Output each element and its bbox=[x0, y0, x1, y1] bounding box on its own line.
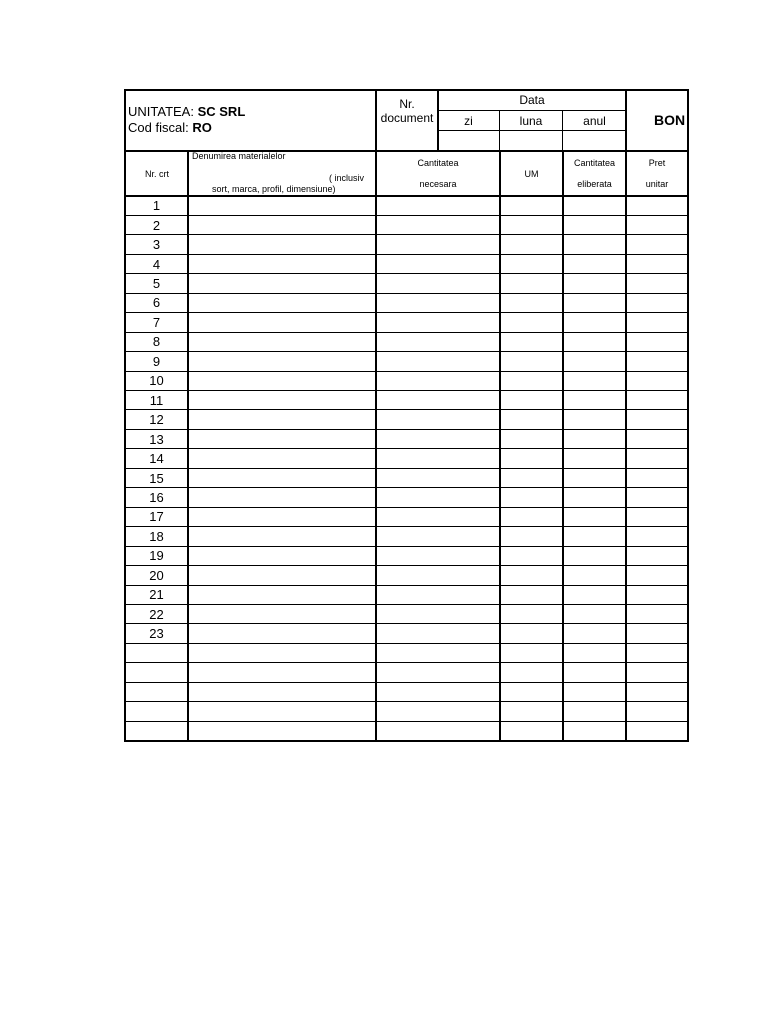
row-number: 20 bbox=[149, 567, 164, 583]
cant-necesara-cell[interactable] bbox=[376, 488, 500, 507]
pret-unitar-cell[interactable] bbox=[626, 721, 688, 740]
month-header bbox=[500, 111, 563, 131]
pret-unitar-cell[interactable] bbox=[626, 546, 688, 565]
denumire-cell[interactable] bbox=[188, 371, 376, 390]
fiscal-line bbox=[128, 120, 212, 135]
header-divider-nrdoc bbox=[437, 89, 439, 152]
pret-unitar-cell[interactable] bbox=[626, 507, 688, 526]
pret-unitar-cell[interactable] bbox=[626, 293, 688, 312]
unit-value: SC SRL bbox=[197, 104, 246, 119]
pret-unitar-cell[interactable] bbox=[626, 702, 688, 721]
row-number: 4 bbox=[152, 256, 161, 272]
pret-unitar-cell[interactable] bbox=[626, 488, 688, 507]
cant-eliberata-cell[interactable] bbox=[563, 682, 626, 701]
unit-line bbox=[128, 104, 245, 119]
pret-unitar-cell[interactable] bbox=[626, 254, 688, 273]
day-header bbox=[438, 111, 500, 131]
um-cell[interactable] bbox=[500, 215, 563, 234]
row-separator bbox=[125, 623, 688, 624]
pret-unitar-cell[interactable] bbox=[626, 215, 688, 234]
denumire-cell[interactable] bbox=[188, 488, 376, 507]
cant-necesara-cell[interactable] bbox=[376, 449, 500, 468]
pret-line1: Pret bbox=[648, 157, 666, 168]
um-cell[interactable] bbox=[500, 313, 563, 332]
cant-necesara-cell[interactable] bbox=[376, 429, 500, 448]
cant-eliberata-cell[interactable] bbox=[563, 507, 626, 526]
row-separator bbox=[125, 721, 688, 722]
cant-eliberata-cell[interactable] bbox=[563, 702, 626, 721]
column-divider bbox=[562, 151, 564, 742]
denumire-cell[interactable] bbox=[188, 624, 376, 643]
cant-eliberata-cell[interactable] bbox=[563, 332, 626, 351]
pret-unitar-cell[interactable] bbox=[626, 527, 688, 546]
um-cell[interactable] bbox=[500, 663, 563, 682]
um-cell[interactable] bbox=[500, 254, 563, 273]
row-number: 15 bbox=[149, 470, 164, 486]
denumire-cell[interactable] bbox=[188, 546, 376, 565]
cant-necesara-cell[interactable] bbox=[376, 624, 500, 643]
row-separator bbox=[125, 429, 688, 430]
um-cell[interactable] bbox=[500, 235, 563, 254]
denumire-cell[interactable] bbox=[188, 429, 376, 448]
denumire-cell[interactable] bbox=[188, 585, 376, 604]
cant-eliberata-cell[interactable] bbox=[563, 293, 626, 312]
row-number: 6 bbox=[152, 295, 161, 311]
row-number: 9 bbox=[152, 353, 161, 369]
row-separator bbox=[125, 293, 688, 294]
cant-eliberata-cell[interactable] bbox=[563, 527, 626, 546]
cant-nec-line1: Cantitatea bbox=[417, 157, 459, 168]
denumire-cell[interactable] bbox=[188, 196, 376, 215]
col-header-um bbox=[500, 152, 563, 195]
col-header-nr-crt bbox=[126, 152, 188, 195]
um-cell[interactable] bbox=[500, 449, 563, 468]
denumire-cell[interactable] bbox=[188, 215, 376, 234]
cant-eliberata-cell[interactable] bbox=[563, 643, 626, 662]
cant-eliberata-cell[interactable] bbox=[563, 585, 626, 604]
um-cell[interactable] bbox=[500, 643, 563, 662]
row-separator bbox=[125, 332, 688, 333]
row-separator bbox=[125, 604, 688, 605]
row-number bbox=[125, 682, 188, 701]
row-separator bbox=[125, 546, 688, 547]
um-cell[interactable] bbox=[500, 507, 563, 526]
cant-eliberata-cell[interactable] bbox=[563, 546, 626, 565]
nr-document-header bbox=[376, 90, 438, 132]
fiscal-label: Cod fiscal: bbox=[128, 120, 189, 135]
pret-unitar-cell[interactable] bbox=[626, 410, 688, 429]
denumire-cell[interactable] bbox=[188, 410, 376, 429]
um-cell[interactable] bbox=[500, 274, 563, 293]
row-separator bbox=[125, 448, 688, 449]
pret-unitar-cell[interactable] bbox=[626, 643, 688, 662]
month-value-cell[interactable] bbox=[500, 131, 563, 151]
denumire-cell[interactable] bbox=[188, 235, 376, 254]
row-separator bbox=[125, 273, 688, 274]
cant-necesara-cell[interactable] bbox=[376, 643, 500, 662]
row-separator bbox=[125, 662, 688, 663]
month-label: luna bbox=[519, 113, 543, 128]
column-divider bbox=[625, 151, 627, 742]
row-separator bbox=[125, 507, 688, 508]
um-cell[interactable] bbox=[500, 604, 563, 623]
row-separator bbox=[125, 390, 688, 391]
cant-necesara-cell[interactable] bbox=[376, 507, 500, 526]
form-title-text: BON bbox=[654, 112, 686, 128]
row-number: 18 bbox=[149, 528, 164, 544]
row-separator bbox=[125, 643, 688, 644]
denumire-cell[interactable] bbox=[188, 702, 376, 721]
nr-document-line1: Nr. bbox=[399, 97, 415, 111]
cant-elib-line1: Cantitatea bbox=[573, 157, 616, 168]
row-number bbox=[125, 663, 188, 682]
row-separator bbox=[125, 565, 688, 566]
denumire-cell[interactable] bbox=[188, 721, 376, 740]
col-header-denumire bbox=[188, 152, 376, 195]
cant-necesara-cell[interactable] bbox=[376, 527, 500, 546]
denumire-cell[interactable] bbox=[188, 391, 376, 410]
um-cell[interactable] bbox=[500, 332, 563, 351]
denumire-cell[interactable] bbox=[188, 313, 376, 332]
col-header-cant-eliberata bbox=[563, 152, 626, 195]
cant-eliberata-cell[interactable] bbox=[563, 663, 626, 682]
cant-necesara-cell[interactable] bbox=[376, 566, 500, 585]
um-cell[interactable] bbox=[500, 488, 563, 507]
um-cell[interactable] bbox=[500, 196, 563, 215]
um-cell[interactable] bbox=[500, 702, 563, 721]
row-separator bbox=[125, 701, 688, 702]
um-cell[interactable] bbox=[500, 585, 563, 604]
cant-eliberata-cell[interactable] bbox=[563, 196, 626, 215]
row-separator bbox=[125, 254, 688, 255]
row-separator bbox=[125, 585, 688, 586]
cant-eliberata-cell[interactable] bbox=[563, 352, 626, 371]
cant-necesara-cell[interactable] bbox=[376, 293, 500, 312]
row-number: 13 bbox=[149, 431, 164, 447]
pret-unitar-cell[interactable] bbox=[626, 604, 688, 623]
denumire-cell[interactable] bbox=[188, 449, 376, 468]
pret-unitar-cell[interactable] bbox=[626, 235, 688, 254]
denumire-cell[interactable] bbox=[188, 468, 376, 487]
um-cell[interactable] bbox=[500, 566, 563, 585]
um-cell[interactable] bbox=[500, 682, 563, 701]
um-cell[interactable] bbox=[500, 546, 563, 565]
um-text: UM bbox=[524, 168, 539, 179]
cant-eliberata-cell[interactable] bbox=[563, 488, 626, 507]
um-cell[interactable] bbox=[500, 624, 563, 643]
day-label: zi bbox=[464, 113, 473, 128]
day-value-cell[interactable] bbox=[438, 131, 500, 151]
row-separator bbox=[125, 468, 688, 469]
row-number: 22 bbox=[149, 606, 164, 622]
cant-necesara-cell[interactable] bbox=[376, 585, 500, 604]
col-header-pret-unitar bbox=[626, 152, 688, 195]
row-separator bbox=[125, 487, 688, 488]
row-separator bbox=[125, 371, 688, 372]
um-cell[interactable] bbox=[500, 410, 563, 429]
year-header bbox=[563, 111, 626, 131]
pret-unitar-cell[interactable] bbox=[626, 332, 688, 351]
um-cell[interactable] bbox=[500, 391, 563, 410]
cant-eliberata-cell[interactable] bbox=[563, 391, 626, 410]
cant-necesara-cell[interactable] bbox=[376, 663, 500, 682]
row-number: 21 bbox=[149, 587, 164, 603]
um-cell[interactable] bbox=[500, 429, 563, 448]
cant-eliberata-cell[interactable] bbox=[563, 371, 626, 390]
cant-necesara-cell[interactable] bbox=[376, 235, 500, 254]
cant-necesara-cell[interactable] bbox=[376, 332, 500, 351]
pret-unitar-cell[interactable] bbox=[626, 429, 688, 448]
cant-eliberata-cell[interactable] bbox=[563, 429, 626, 448]
row-number: 10 bbox=[149, 373, 164, 389]
denumire-line1: Denumirea materialelor bbox=[192, 152, 286, 161]
cant-necesara-cell[interactable] bbox=[376, 702, 500, 721]
row-number bbox=[125, 702, 188, 721]
unit-label: UNITATEA: bbox=[128, 104, 194, 119]
cant-necesara-cell[interactable] bbox=[376, 721, 500, 740]
row-separator bbox=[125, 526, 688, 527]
pret-unitar-cell[interactable] bbox=[626, 663, 688, 682]
denumire-cell[interactable] bbox=[188, 604, 376, 623]
row-number: 14 bbox=[149, 451, 164, 467]
row-number: 7 bbox=[152, 314, 161, 330]
denumire-cell[interactable] bbox=[188, 566, 376, 585]
pret-line2: unitar bbox=[645, 179, 669, 190]
header-divider-unit bbox=[375, 89, 377, 152]
col-header-cant-necesara bbox=[376, 152, 500, 195]
cant-necesara-cell[interactable] bbox=[376, 196, 500, 215]
denumire-cell[interactable] bbox=[188, 352, 376, 371]
cant-eliberata-cell[interactable] bbox=[563, 566, 626, 585]
cant-eliberata-cell[interactable] bbox=[563, 235, 626, 254]
column-divider bbox=[187, 151, 189, 742]
um-cell[interactable] bbox=[500, 293, 563, 312]
cant-eliberata-cell[interactable] bbox=[563, 313, 626, 332]
cant-necesara-cell[interactable] bbox=[376, 410, 500, 429]
row-number: 16 bbox=[149, 489, 164, 505]
denumire-line2: ( inclusiv bbox=[328, 173, 364, 183]
cant-necesara-cell[interactable] bbox=[376, 468, 500, 487]
um-cell[interactable] bbox=[500, 371, 563, 390]
year-label: anul bbox=[583, 113, 606, 128]
pret-unitar-cell[interactable] bbox=[626, 391, 688, 410]
cant-eliberata-cell[interactable] bbox=[563, 721, 626, 740]
denumire-cell[interactable] bbox=[188, 643, 376, 662]
form-title bbox=[630, 106, 688, 134]
row-number: 23 bbox=[149, 626, 164, 642]
row-separator bbox=[125, 409, 688, 410]
cant-necesara-cell[interactable] bbox=[376, 215, 500, 234]
row-number: 8 bbox=[152, 334, 161, 350]
nr-document-line2: document bbox=[380, 111, 434, 125]
pret-unitar-cell[interactable] bbox=[626, 682, 688, 701]
cant-necesara-cell[interactable] bbox=[376, 604, 500, 623]
row-separator bbox=[125, 351, 688, 352]
denumire-line3: sort, marca, profil, dimensiune) bbox=[212, 184, 336, 194]
denumire-cell[interactable] bbox=[188, 682, 376, 701]
row-number: 19 bbox=[149, 548, 164, 564]
row-number: 12 bbox=[149, 412, 164, 428]
cant-necesara-cell[interactable] bbox=[376, 254, 500, 273]
header-divider-title bbox=[625, 89, 627, 152]
column-divider bbox=[375, 151, 377, 742]
pret-unitar-cell[interactable] bbox=[626, 585, 688, 604]
um-cell[interactable] bbox=[500, 721, 563, 740]
pret-unitar-cell[interactable] bbox=[626, 468, 688, 487]
column-divider bbox=[499, 151, 501, 742]
cant-necesara-cell[interactable] bbox=[376, 313, 500, 332]
header-top-border bbox=[125, 89, 688, 91]
pret-unitar-cell[interactable] bbox=[626, 313, 688, 332]
cant-necesara-cell[interactable] bbox=[376, 682, 500, 701]
cant-eliberata-cell[interactable] bbox=[563, 468, 626, 487]
row-number bbox=[125, 721, 188, 740]
cant-eliberata-cell[interactable] bbox=[563, 449, 626, 468]
denumire-cell[interactable] bbox=[188, 293, 376, 312]
cant-eliberata-cell[interactable] bbox=[563, 604, 626, 623]
cant-eliberata-cell[interactable] bbox=[563, 410, 626, 429]
denumire-cell[interactable] bbox=[188, 332, 376, 351]
pret-unitar-cell[interactable] bbox=[626, 196, 688, 215]
um-cell[interactable] bbox=[500, 468, 563, 487]
pret-unitar-cell[interactable] bbox=[626, 274, 688, 293]
cant-elib-line2: eliberata bbox=[577, 179, 612, 190]
column-header-bottom-border bbox=[125, 195, 688, 197]
cant-eliberata-cell[interactable] bbox=[563, 215, 626, 234]
row-number: 11 bbox=[149, 392, 164, 408]
date-label: Data bbox=[519, 93, 545, 107]
denumire-cell[interactable] bbox=[188, 507, 376, 526]
row-number: 1 bbox=[152, 198, 161, 214]
cant-eliberata-cell[interactable] bbox=[563, 624, 626, 643]
col-header-nr-crt-text: Nr. crt bbox=[145, 168, 169, 179]
fiscal-value: RO bbox=[192, 120, 212, 135]
table-bottom-border bbox=[125, 740, 688, 742]
row-separator bbox=[125, 215, 688, 216]
header-bottom-border bbox=[125, 150, 688, 152]
row-separator bbox=[125, 312, 688, 313]
row-number bbox=[125, 643, 188, 662]
pret-unitar-cell[interactable] bbox=[626, 449, 688, 468]
row-separator bbox=[125, 682, 688, 683]
cant-necesara-cell[interactable] bbox=[376, 391, 500, 410]
denumire-cell[interactable] bbox=[188, 254, 376, 273]
pret-unitar-cell[interactable] bbox=[626, 371, 688, 390]
pret-unitar-cell[interactable] bbox=[626, 352, 688, 371]
um-cell[interactable] bbox=[500, 352, 563, 371]
cant-nec-line2: necesara bbox=[419, 179, 457, 190]
year-value-cell[interactable] bbox=[563, 131, 626, 151]
pret-unitar-cell[interactable] bbox=[626, 566, 688, 585]
cant-eliberata-cell[interactable] bbox=[563, 254, 626, 273]
row-number: 5 bbox=[152, 276, 161, 292]
pret-unitar-cell[interactable] bbox=[626, 624, 688, 643]
table-left-border bbox=[124, 89, 126, 742]
table-right-border bbox=[687, 89, 689, 742]
row-separator bbox=[125, 234, 688, 235]
date-header bbox=[438, 90, 626, 111]
cant-eliberata-cell[interactable] bbox=[563, 274, 626, 293]
cant-necesara-cell[interactable] bbox=[376, 274, 500, 293]
row-number: 3 bbox=[152, 237, 161, 253]
row-number: 17 bbox=[149, 509, 164, 525]
cant-necesara-cell[interactable] bbox=[376, 352, 500, 371]
um-cell[interactable] bbox=[500, 527, 563, 546]
denumire-cell[interactable] bbox=[188, 527, 376, 546]
row-number: 2 bbox=[152, 217, 161, 233]
cant-necesara-cell[interactable] bbox=[376, 371, 500, 390]
cant-necesara-cell[interactable] bbox=[376, 546, 500, 565]
denumire-cell[interactable] bbox=[188, 663, 376, 682]
denumire-cell[interactable] bbox=[188, 274, 376, 293]
